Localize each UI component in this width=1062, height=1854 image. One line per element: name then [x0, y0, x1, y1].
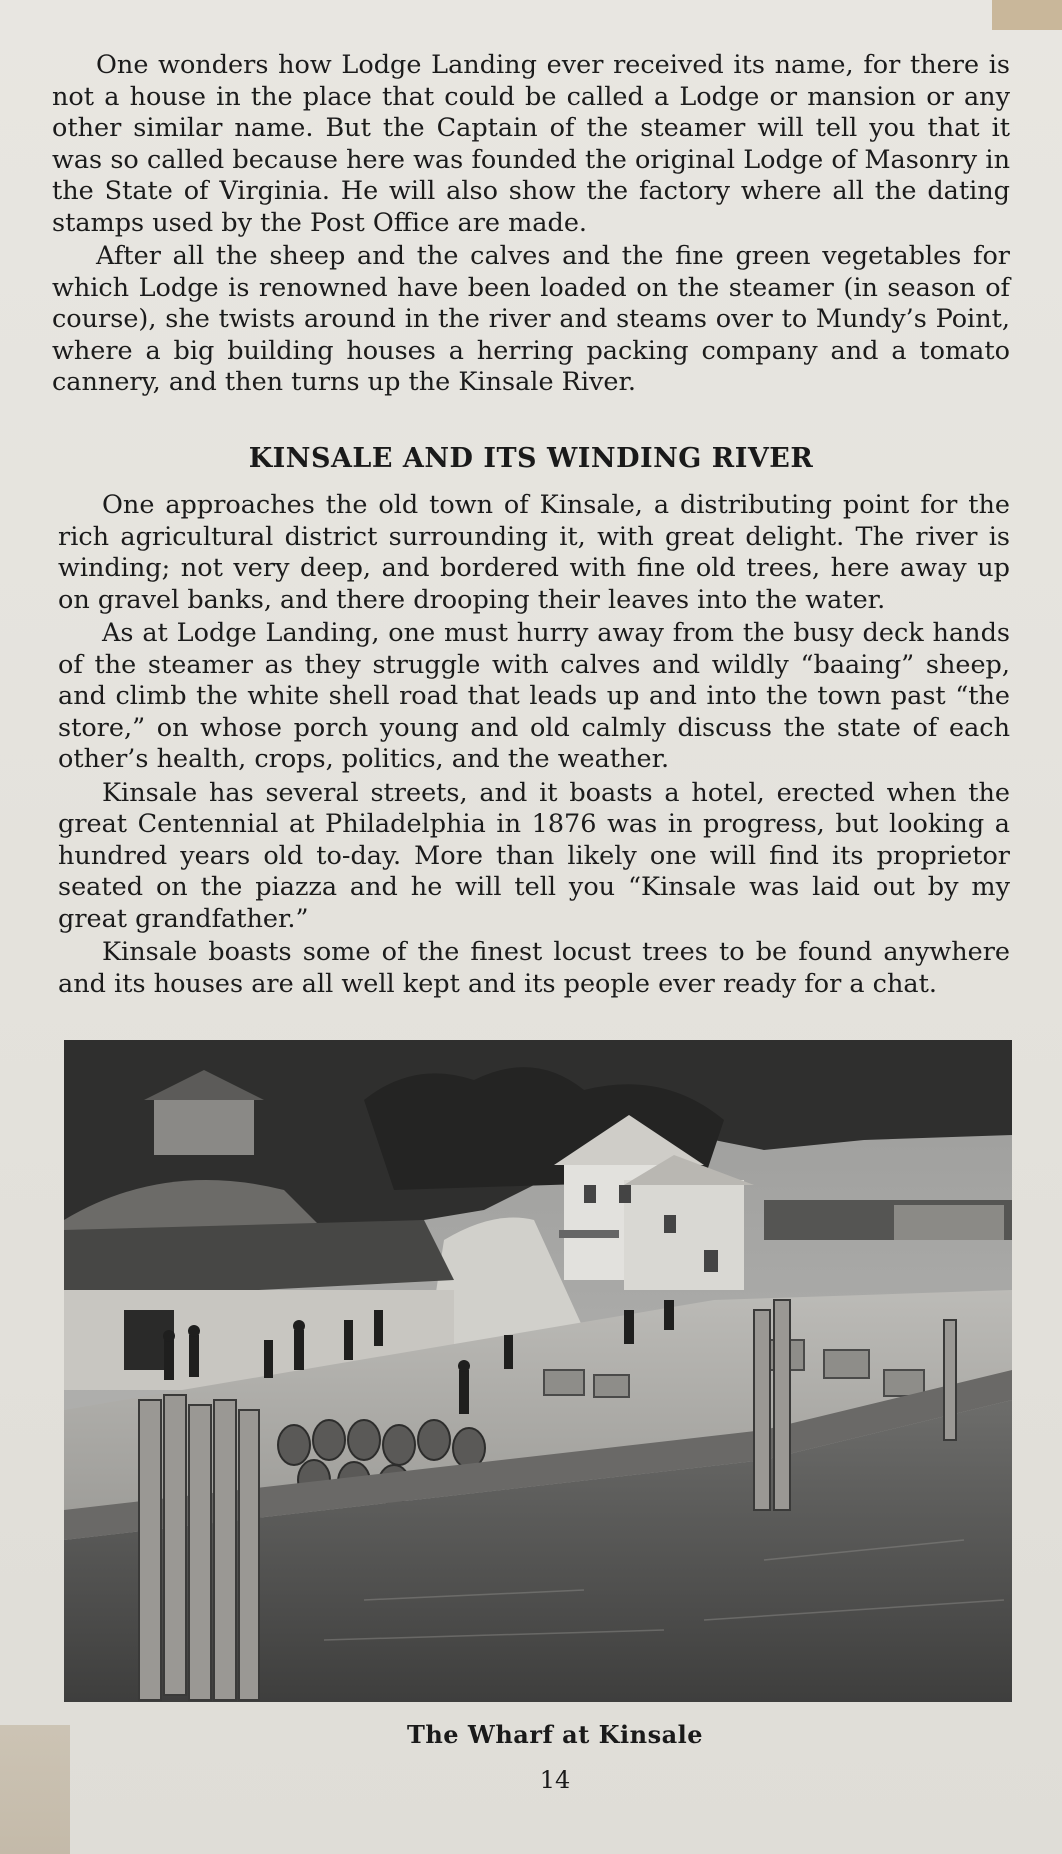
section-heading: KINSALE AND ITS WINDING RIVER: [248, 443, 814, 474]
paragraph: After all the sheep and the calves and the fine green vegetables for which Lodge is renowned have been loaded on the steamer (in season of course), she twists around in the river and steams over to Mundy’s Point, where a big building houses a herring packing company and a tomato cannery, and then turns up the Kinsale River.: [52, 241, 1010, 397]
paragraph: As at Lodge Landing, one must hurry away from the busy deck hands of the steamer as they struggle with calves and wildly “baaing” sheep, and climb the white shell road that leads up and into the town past “the store,” on whose porch young and old calmly discuss the state of each other’s health, crops, politics, and the weather.: [58, 618, 1010, 774]
wharf-photo: [64, 1040, 1012, 1702]
wharf-photo-illustration: [64, 1040, 1012, 1702]
paragraph: Kinsale boasts some of the finest locust trees to be found anywhere and its houses are all well kept and its people ever ready for a chat.: [58, 937, 1010, 999]
paragraph: Kinsale has several streets, and it boasts a hotel, erected when the great Centennial at Philadelphia in 1876 was in progress, but looking a hundred years old to-day. More than likely one will find its proprietor seated on the piazza and he will tell you “Kinsale was laid out by my great grandfather.”: [58, 777, 1010, 934]
section-text: [58, 490, 1010, 1000]
page-number: 14: [539, 1766, 571, 1794]
photo-caption: The Wharf at Kinsale: [406, 1720, 704, 1749]
paragraph: One approaches the old town of Kinsale, a distributing point for the rich agricultural district surrounding it, with great delight. The river is winding; not very deep, and bordered with fine old trees, here away up on gravel banks, and there drooping their leaves into the water.: [58, 490, 1010, 615]
paragraph: One wonders how Lodge Landing ever received its name, for there is not a house in the place that could be called a Lodge or mansion or any other similar name. But the Captain of the steamer will tell you that it was so called because here was founded the original Lodge of Masonry in the State of Virginia. He will also show the factory where all the dating stamps used by the Post Office are made.: [52, 50, 1010, 238]
page-corner-tab: [992, 0, 1062, 30]
intro-text: [52, 50, 1010, 399]
tape-corner: [0, 1725, 70, 1854]
